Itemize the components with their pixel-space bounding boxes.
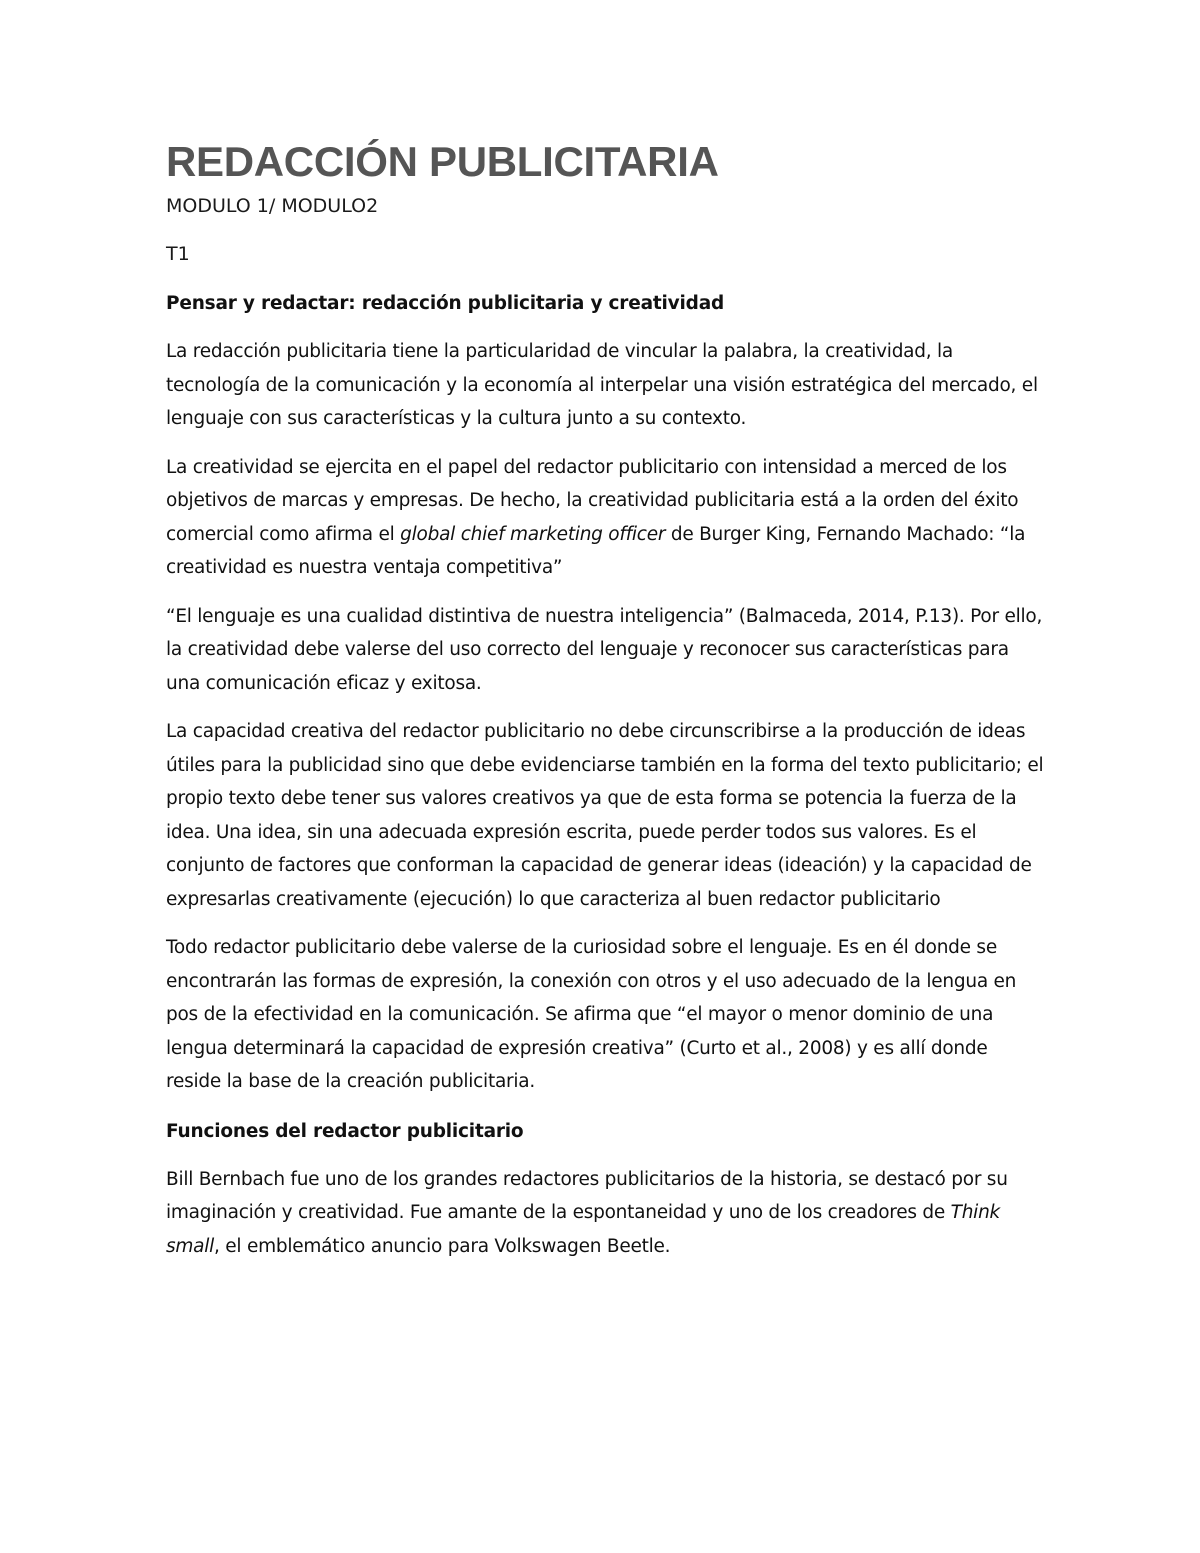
paragraph-text: , el emblemático anuncio para Volkswagen Beetle. — [214, 1235, 671, 1257]
document-title: REDACCIÓN PUBLICITARIA — [166, 138, 719, 185]
paragraph-capacidad-creativa: La capacidad creativa del redactor publicitario no debe circunscribirse a la producción de ideas útiles para la publicidad sino que debe evidenciarse también en la forma del texto publicitario; el propio texto debe tener sus valores creativos ya que de esta forma se potencia la fuerza de la idea. Una idea, sin una adecuada expresión escrita, puede perder todos sus valores. Es el conjunto de factores que conforman la capacidad de generar ideas (ideación) y la capacidad de expresarlas creativamente (ejecución) lo que caracteriza al buen redactor publicitario — [166, 721, 1044, 910]
module-subtitle: MODULO 1/ MODULO2 — [166, 195, 379, 217]
italic-term: global chief marketing officer — [400, 523, 666, 545]
paragraph-creatividad — [166, 451, 1046, 585]
paragraph-lenguaje: “El lenguaje es una cualidad distintiva de nuestra inteligencia” (Balmaceda, 2014, P.13). Por ello, la creatividad debe valerse del uso correcto del lenguaje y reconocer sus características para una comunicación eficaz y exitosa. — [166, 605, 1043, 694]
paragraph-curiosidad: Todo redactor publicitario debe valerse de la curiosidad sobre el lenguaje. Es en él donde se encontrarán las formas de expresión, la conexión con otros y el uso adecuado de la lengua en pos de la efectividad en la comunicación. Se afirma que “el mayor o menor dominio de una lengua determinará la capacidad de expresión creativa” (Curto et al., 2008) y es allí donde reside la base de la creación publicitaria. — [166, 937, 1017, 1092]
section-heading-funciones: Funciones del redactor publicitario — [166, 1120, 524, 1142]
paragraph-text: La creatividad se ejercita en el papel del redactor publicitario con intensidad a merced de los objetivos de marcas y empresas. De hecho, la creatividad publicitaria está a la orden del éxito comercial como afirma el — [166, 456, 1019, 545]
document-body — [166, 136, 1046, 1263]
paragraph-redaccion: La redacción publicitaria tiene la particularidad de vincular la palabra, la creatividad, la tecnología de la comunicación y la economía al interpelar una visión estratégica del mercado, el lenguaje con sus características y la cultura junto a su contexto. — [166, 341, 1038, 429]
paragraph-text: de Burger King, Fernando Machado: “la creatividad es nuestra ventaja competitiva” — [166, 523, 1026, 578]
paragraph-text: Bill Bernbach fue uno de los grandes redactores publicitarios de la historia, se destacó por su imaginación y creatividad. Fue amante de la espontaneidad y uno de los creadores de — [166, 1168, 1008, 1223]
paragraph-bernbach — [166, 1163, 1046, 1264]
italic-term: Think small — [166, 1202, 1001, 1257]
topic-label: T1 — [166, 243, 190, 265]
section-heading-pensar: Pensar y redactar: redacción publicitaria y creatividad — [166, 293, 725, 314]
